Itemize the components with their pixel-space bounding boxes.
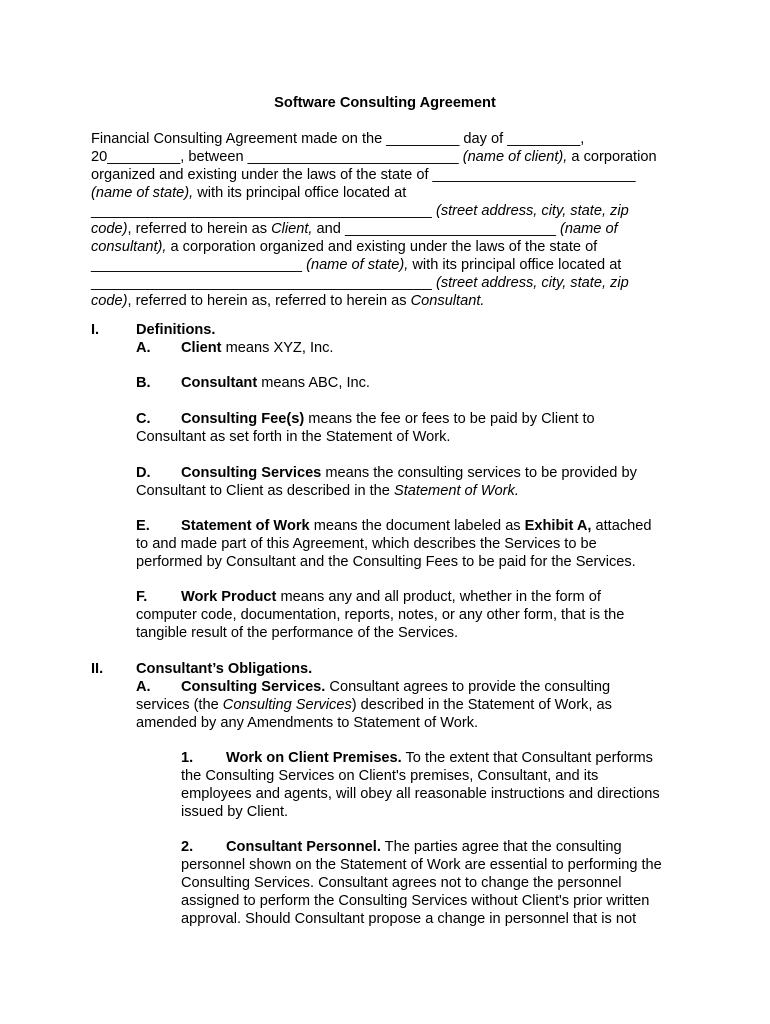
- section-1-title: Definitions.: [136, 322, 216, 338]
- intro-line: __________________________________________ (street address, city, state, zip: [91, 275, 629, 291]
- definition-d: D. Consulting Services means the consulting services to be provided by Consultant to Client as described in the Statement of Work.: [136, 465, 637, 499]
- intro-paragraph: [91, 130, 691, 310]
- definition-e: E. Statement of Work means the document labeled as Exhibit A, attached to and made part of this Agreement, which describes the Services to be performed by Consultant and the Consulting Fees to be paid for the Services.: [136, 518, 652, 570]
- intro-line: Financial Consulting Agreement made on the _________ day of _________,: [91, 131, 585, 147]
- obligation-a-1: 1. Work on Client Premises. To the extent that Consultant performs the Consulting Services on Client's premises, Consultant, and its employees and agents, will obey all reasonable instructions and directions issued by Client.: [181, 750, 660, 820]
- definition-a: A. Client means XYZ, Inc.: [136, 340, 334, 356]
- document-title: Software Consulting Agreement: [274, 95, 496, 111]
- intro-line: code), referred to herein as Client, and __________________________ (name of: [91, 221, 618, 237]
- intro-line: organized and existing under the laws of the state of _________________________: [91, 167, 636, 183]
- intro-line: __________________________ (name of state), with its principal office located at: [91, 257, 622, 273]
- intro-line: __________________________________________ (street address, city, state, zip: [91, 203, 629, 219]
- obligation-a: A. Consulting Services. Consultant agrees to provide the consulting services (the Consulting Services) described in the Statement of Work, as amended by any Amendments to Statement of Work.: [136, 679, 612, 731]
- section-2-title: Consultant’s Obligations.: [136, 661, 313, 677]
- intro-line: code), referred to herein as, referred to herein as Consultant.: [91, 293, 485, 309]
- definition-b: B. Consultant means ABC, Inc.: [136, 375, 370, 391]
- section-1-number: I.: [91, 322, 100, 338]
- intro-line: (name of state), with its principal office located at: [91, 185, 407, 201]
- intro-line: consultant), a corporation organized and existing under the laws of the state of: [91, 239, 598, 255]
- intro-line: 20_________, between __________________________ (name of client), a corporation: [91, 149, 657, 165]
- section-2-number: II.: [91, 661, 104, 677]
- definition-f: F. Work Product means any and all product, whether in the form of computer code, documentation, reports, notes, or any other form, that is the tangible result of the performance of the Services.: [136, 589, 625, 641]
- definition-c: C. Consulting Fee(s) means the fee or fees to be paid by Client to Consultant as set forth in the Statement of Work.: [136, 411, 595, 445]
- obligation-a-2: 2. Consultant Personnel. The parties agree that the consulting personnel shown on the Statement of Work are essential to performing the Consulting Services. Consultant agrees not to change the personnel assigned to perform the Consulting Services without Client's prior written approval. Should Consultant propose a change in personnel that is not: [181, 839, 662, 927]
